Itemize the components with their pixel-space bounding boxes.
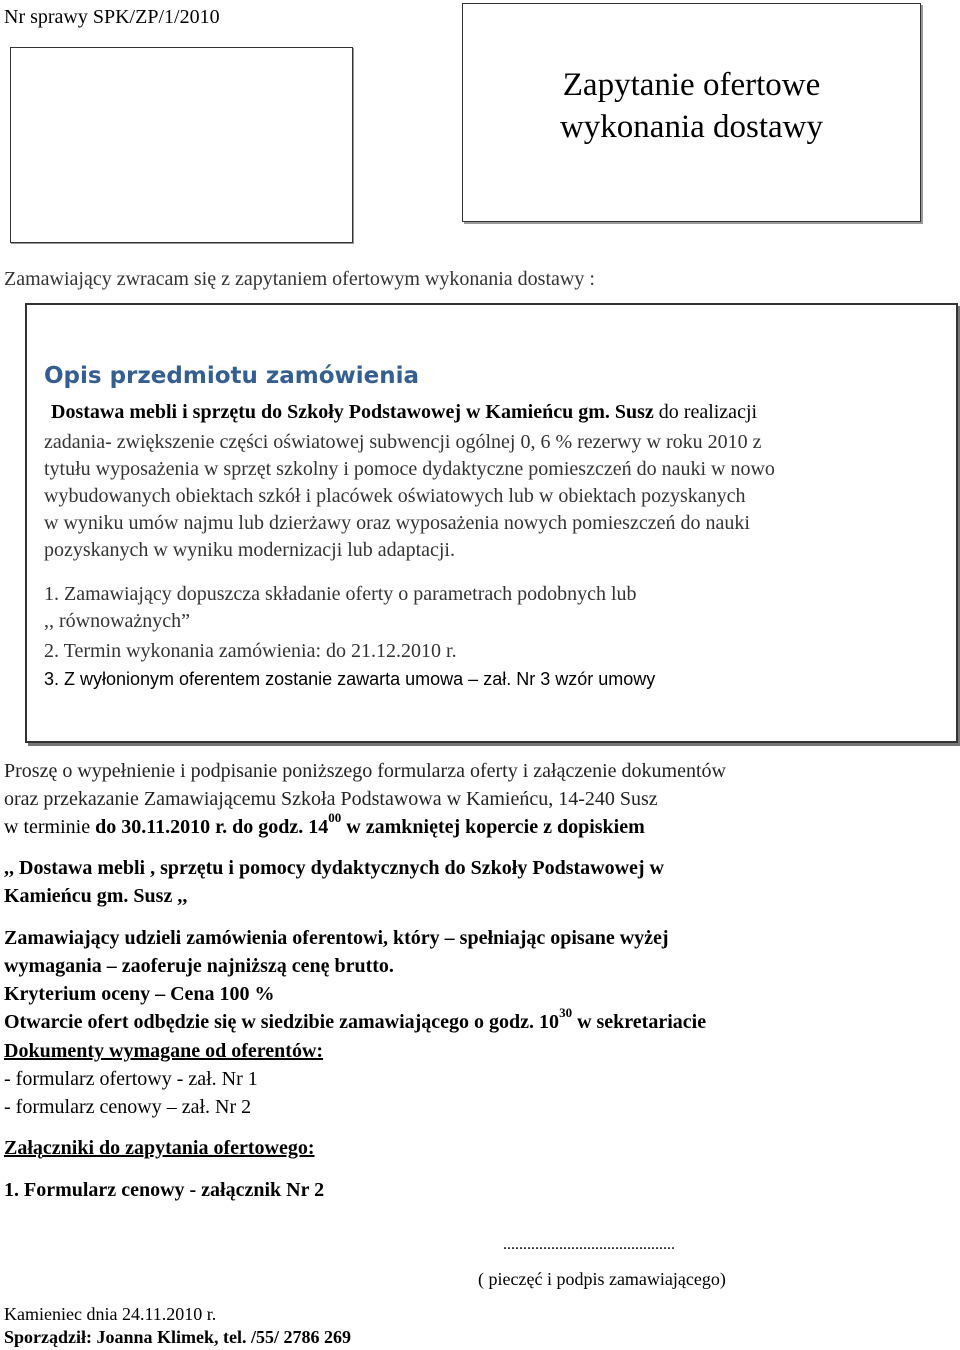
description-item: 2. Termin wykonania zamówienia: do 21.12.2010 r. [44, 640, 457, 662]
description-item: ,, równoważnych” [44, 610, 191, 632]
subject-line: Kamieńcu gm. Susz ,, [4, 885, 188, 907]
description-line: tytułu wyposażenia w sprzęt szkolny i pomoce dydaktyczne pomieszczeń do nauki w nowo [44, 458, 775, 480]
deadline-prefix: w terminie [4, 816, 96, 838]
deadline-suffix: w zamkniętej kopercie z dopiskiem [341, 816, 645, 838]
description-subject: Dostawa mebli i sprzętu do Szkoły Podstawowej w Kamieńcu gm. Susz [51, 401, 654, 423]
request-deadline [4, 810, 645, 841]
document-item: - formularz ofertowy - zał. Nr 1 [4, 1068, 258, 1090]
case-number: Nr sprawy SPK/ZP/1/2010 [4, 6, 220, 28]
description-line: zadania- zwiększenie części oświatowej subwencji ogólnej 0, 6 % rezerwy w roku 2010 z [44, 431, 762, 453]
deadline-date: do 30.11.2010 r. do godz. 14 [95, 816, 329, 838]
criterion-line: Kryterium oceny – Cena 100 % [4, 983, 275, 1005]
prepared-by: Sporządził: Joanna Klimek, tel. /55/ 2786 269 [4, 1327, 352, 1347]
title-line-2: wykonania dostawy [559, 109, 824, 145]
description-line-text: do realizacji [653, 401, 758, 423]
document-item: - formularz cenowy – zał. Nr 2 [4, 1096, 252, 1118]
signature-label: ( pieczęć i podpis zamawiającego) [478, 1269, 726, 1289]
stamp-box [10, 47, 353, 243]
subject-line: ,, Dostawa mebli , sprzętu i pomocy dydaktycznych do Szkoły Podstawowej w [4, 857, 664, 879]
description-line: pozyskanych w wyniku modernizacji lub adaptacji. [44, 539, 455, 561]
opening-minutes: 30 [559, 1005, 573, 1021]
award-line: Zamawiający udzieli zamówienia oferentowi, który – spełniając opisane wyżej [4, 927, 669, 949]
attachments-heading: Załączniki do zapytania ofertowego: [4, 1137, 315, 1159]
description-line: wybudowanych obiektach szkół i placówek oświatowych lub w obiektach pozyskanych [44, 485, 746, 507]
attachment-item: 1. Formularz cenowy - załącznik Nr 2 [4, 1179, 325, 1201]
intro-text: Zamawiający zwracam się z zapytaniem ofertowym wykonania dostawy : [4, 268, 595, 290]
description-heading: Opis przedmiotu zamówienia [44, 363, 420, 389]
description-line [51, 399, 757, 426]
award-line: wymagania – zaoferuje najniższą cenę brutto. [4, 955, 394, 977]
request-line: Proszę o wypełnienie i podpisanie poniższego formularza oferty i załączenie dokumentów [4, 760, 726, 782]
description-box [25, 303, 958, 743]
description-item: 3. Z wyłonionym oferentem zostanie zawarta umowa – zał. Nr 3 wzór umowy [44, 669, 656, 689]
description-line: w wyniku umów najmu lub dzierżawy oraz wyposażenia nowych pomieszczeń do nauki [44, 512, 750, 534]
place-date: Kamieniec dnia 24.11.2010 r. [4, 1304, 217, 1324]
document-title [463, 64, 920, 148]
opening-text: Otwarcie ofert odbędzie się w siedzibie zamawiającego o godz. 10 [4, 1011, 560, 1033]
opening-place: w sekretariacie [572, 1011, 707, 1033]
title-line-1: Zapytanie ofertowe [562, 67, 821, 103]
title-box [462, 3, 921, 222]
description-item: 1. Zamawiający dopuszcza składanie oferty o parametrach podobnych lub [44, 583, 637, 605]
deadline-minutes: 00 [328, 810, 342, 826]
signature-line: ........................................... [503, 1236, 675, 1253]
request-line: oraz przekazanie Zamawiającemu Szkoła Podstawowa w Kamieńcu, 14-240 Susz [4, 788, 658, 810]
documents-heading: Dokumenty wymagane od oferentów: [4, 1040, 324, 1062]
opening-line [4, 1005, 707, 1036]
